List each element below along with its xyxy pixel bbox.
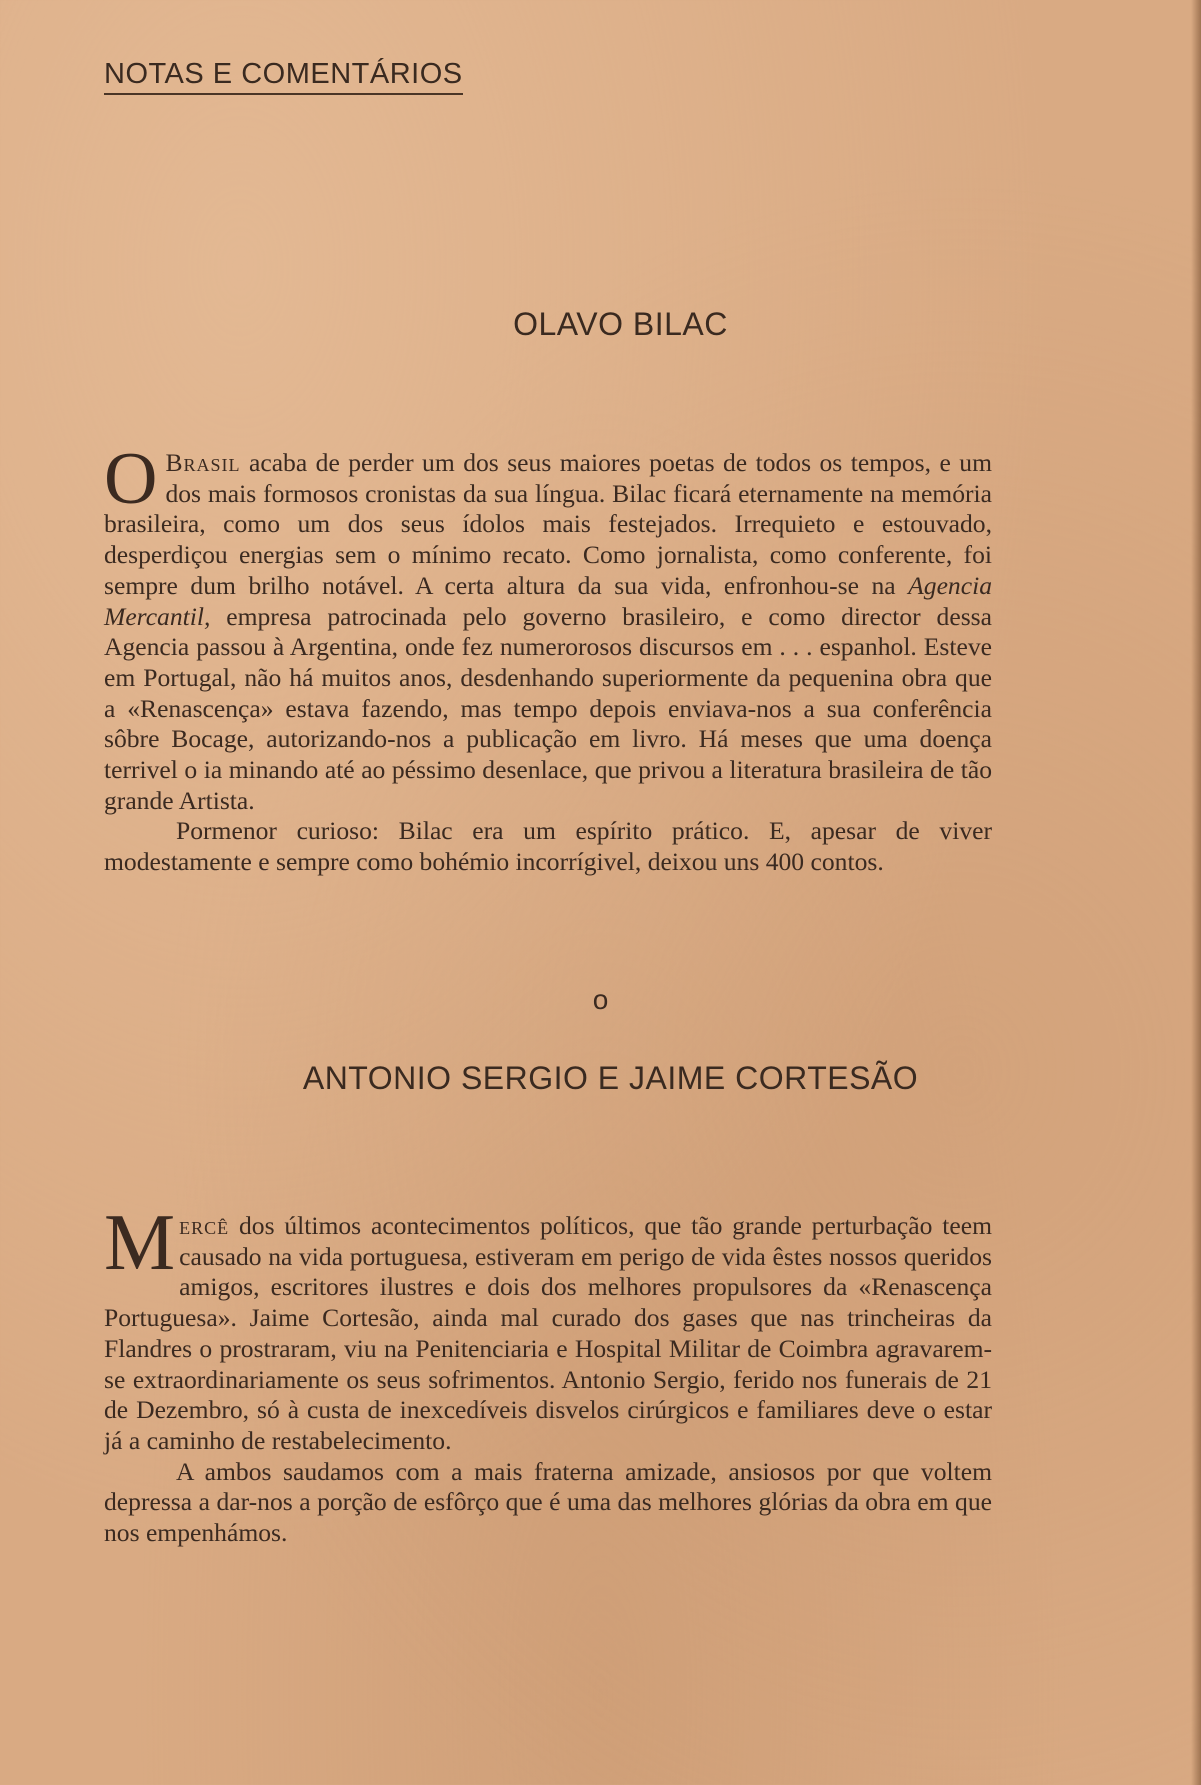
lead-word: ercê: [179, 1211, 230, 1240]
article-title-bilac: OLAVO BILAC: [513, 306, 728, 342]
paragraph-text: acaba de perder um dos seus maiores poetas de todos os tempos, e um dos mais formosos cronistas da sua língua. Bilac ficará eternamente na memória brasileira, como um dos seus ídolos mais festejados. Irrequieto e estouvado, desperdiçou energias sem o mínimo recato. Como jornalista, como conferente, foi sempre dum brilho notável. A certa altura da sua vida, enfronhou-se na: [104, 448, 992, 600]
running-head: NOTAS E COMENTÁRIOS: [104, 58, 463, 95]
article-bilac: [104, 438, 992, 878]
article-bilac-paragraph-1: [104, 438, 992, 816]
emphasis-text: Agencia Mercantil,: [104, 570, 992, 631]
paragraph-text: empresa patrocinada pelo governo brasileiro, e como director dessa Agencia passou à Argentina, onde fez numerorosos discursos em . . . espanhol. Esteve em Portugal, não há muitos anos, desdenhando superiormente da pequenina obra que a «Renascença» estava fazendo, mas tempo depois enviava-nos a sua conferência sôbre Bocage, autorizando-nos a publicação em livro. Há meses que uma doença terrivel o ia minando até ao péssimo desenlace, que privou a literatura brasileira de tão grande Artista.: [104, 601, 992, 815]
article-sergio-paragraph-1: [104, 1199, 992, 1457]
article-bilac-paragraph-2: Pormenor curioso: Bilac era um espírito prático. E, apesar de viver modestamente e sempre como bohémio incorrígivel, deixou uns 400 contos.: [104, 816, 992, 877]
article-title-sergio-cortesao: ANTONIO SERGIO E JAIME CORTESÃO: [302, 1060, 919, 1096]
lead-word: Brasil: [165, 448, 241, 477]
drop-cap: M: [104, 1199, 176, 1287]
article-sergio-cortesao: [104, 1199, 992, 1549]
article-sergio-paragraph-2: A ambos saudamos com a mais fraterna amizade, ansiosos por que voltem depressa a dar-nos a porção de esfôrço que é uma das melhores glórias da obra em que nos empenhámos.: [104, 1456, 992, 1548]
page-edge-shadow: [1191, 0, 1201, 1785]
section-separator: o: [592, 984, 609, 1015]
paragraph-text: dos últimos acontecimentos políticos, que tão grande perturbação teem causado na vida portuguesa, estiveram em perigo de vida êstes nossos queridos amigos, escritores ilustres e dois dos melhores propulsores da «Renascença Portuguesa». Jaime Cortesão, ainda mal curado dos gases que nas trincheiras da Flandres o prostraram, viu na Penitenciaria e Hospital Militar de Coimbra agravarem-se extraordinariamente os seus sofrimentos. Antonio Sergio, ferido nos funerais de 21 de Dezembro, só à custa de inexcedíveis disvelos cirúrgicos e familiares deve o estar já a caminho de restabelecimento.: [104, 1211, 992, 1455]
drop-cap: O: [104, 438, 158, 520]
